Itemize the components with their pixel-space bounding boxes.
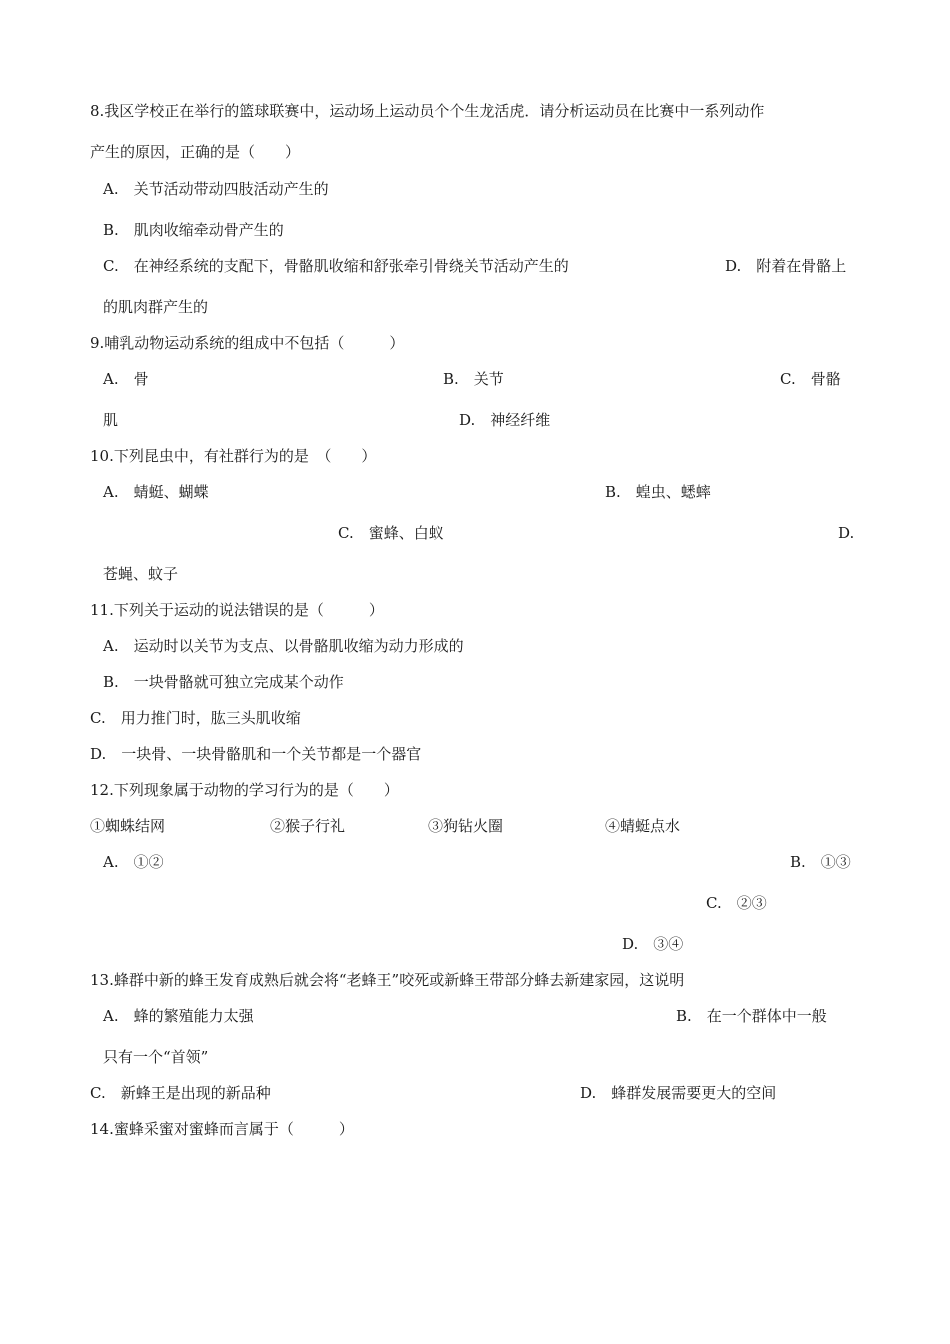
question-13-option-b-continued: 只有一个“首领” [103,1048,209,1066]
question-9-stem: 9.哺乳动物运动系统的组成中不包括（ ） [90,334,405,352]
question-8-option-a: A. 关节活动带动四肢活动产生的 [103,180,329,198]
question-8-option-c: C. 在神经系统的支配下，骨骼肌收缩和舒张牵引骨绕关节活动产生的 [103,257,569,275]
question-12-item-3: ③狗钻火圈 [428,817,504,835]
question-9-option-c: C. 骨骼 [780,370,841,388]
question-9-option-c-continued: 肌 [103,411,119,429]
question-11-option-c: C. 用力推门时，肱三头肌收缩 [90,709,301,727]
question-11-option-a: A. 运动时以关节为支点、以骨骼肌收缩为动力形成的 [103,637,464,655]
question-11-option-b: B. 一块骨骼就可独立完成某个动作 [103,673,344,691]
question-13-option-b: B. 在一个群体中一般 [676,1007,827,1025]
question-13-option-a: A. 蜂的繁殖能力太强 [103,1007,254,1025]
question-12-stem: 12.下列现象属于动物的学习行为的是（ ） [90,781,399,799]
question-8-stem-line-2: 产生的原因，正确的是（ ） [90,143,301,161]
question-10-option-c: C. 蜜蜂、白蚁 [338,524,444,542]
question-13-option-d: D. 蜂群发展需要更大的空间 [580,1084,777,1102]
question-14-stem: 14.蜜蜂采蜜对蜜蜂而言属于（ ） [90,1120,354,1138]
question-12-item-2: ②猴子行礼 [270,817,346,835]
question-10-option-d-continued: 苍蝇、蚊子 [103,565,179,583]
question-8-option-b: B. 肌肉收缩牵动骨产生的 [103,221,284,239]
question-8-option-d: D. 附着在骨骼上 [725,257,847,275]
question-12-option-c: C. ②③ [706,894,767,912]
question-12-option-b: B. ①③ [790,853,851,871]
question-12-option-d: D. ③④ [622,935,684,953]
question-10-option-d: D. [838,524,855,542]
question-12-item-1: ①蜘蛛结网 [90,817,166,835]
question-13-stem: 13.蜂群中新的蜂王发育成熟后就会将“老蜂王”咬死或新蜂王带部分蜂去新建家园，这说明 [90,971,685,989]
question-8-option-d-continued: 的肌肉群产生的 [103,298,209,316]
question-9-option-a: A. 骨 [103,370,149,388]
question-8-stem-line-1: 8.我区学校正在举行的篮球联赛中，运动场上运动员个个生龙活虎．请分析运动员在比赛中一系列动作 [90,102,765,120]
question-9-option-d: D. 神经纤维 [459,411,551,429]
question-9-option-b: B. 关节 [443,370,504,388]
question-13-option-c: C. 新蜂王是出现的新品种 [90,1084,271,1102]
question-12-item-4: ④蜻蜓点水 [605,817,681,835]
question-11-option-d: D. 一块骨、一块骨骼肌和一个关节都是一个器官 [90,745,422,763]
question-12-option-a: A. ①② [103,853,164,871]
question-10-option-a: A. 蜻蜓、蝴蝶 [103,483,209,501]
question-10-stem: 10.下列昆虫中，有社群行为的是 （ ） [90,447,377,465]
question-10-option-b: B. 蝗虫、蟋蟀 [605,483,711,501]
question-11-stem: 11.下列关于运动的说法错误的是（ ） [90,601,384,619]
